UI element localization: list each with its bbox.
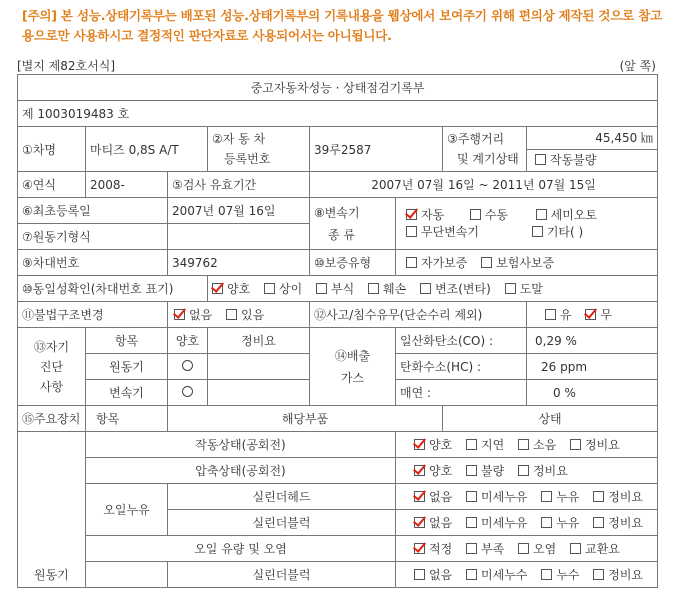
accident-label: ⑫사고/침수유무(단순수리 제외) [310,302,527,328]
identity-painted-label: 도말 [519,282,543,296]
emission-label [310,328,396,406]
warranty-self [406,256,467,270]
self-diag-trans-good [168,380,208,406]
trans-label-line2: 종 류 [328,227,355,242]
first-reg-label: ⑥최초등록일 [18,198,168,224]
accident-yes [545,308,572,322]
valid-label: ⑤검사 유효기간 [168,172,310,198]
status-checkbox[interactable] [593,517,604,528]
status-checkbox[interactable] [466,439,477,450]
status-checkbox[interactable] [414,569,425,580]
status-label: 양호 [429,464,453,478]
illegal-yes-checkbox[interactable] [226,309,237,320]
illegal-none [174,308,212,322]
emission-hc-value: 26 ppm [527,354,658,380]
oil-leak-label: 오일누유 [86,484,168,536]
cvt-checkbox[interactable] [406,226,417,237]
year-value: 2008- [86,172,168,198]
status-label: 미세누유 [481,490,528,504]
row-status-4 [396,510,658,536]
mileage-cell [527,127,658,172]
trans-label-line1: ⑧변속기 [314,205,360,220]
row-part-6: 실린더블럭 [168,562,396,588]
illegal-mod-options [168,302,310,328]
engine-group-cell [18,432,86,588]
self-diag-head-repair: 정비요 [208,328,310,354]
disclaimer-notice: [주의] 본 성능.상태기록부는 배포된 성능.상태기록부의 기록내용을 웹상에서 보여주기 위해 편의상 제작된 것으로 참고용으로만 사용하시고 결정적인 판단자료로 사용되어서는 아니됩니다. [22,8,662,43]
status-checkbox[interactable] [541,569,552,580]
identity-opt [212,282,250,296]
trans-opt-auto [406,207,466,224]
doc-title: 중고자동차성능 · 상태점검기록부 [18,75,658,101]
manual-checkbox[interactable] [470,209,481,220]
identity-opt [420,282,491,296]
emission-label-1: ⑭배출 [334,348,371,363]
row-status-1 [396,432,658,458]
first-reg-value: 2007년 07월 16일 [168,198,310,224]
auto-checkbox[interactable] [406,209,417,220]
trans-opt-other [532,225,583,239]
status-checkbox[interactable] [466,517,477,528]
row-part-3: 실린더헤드 [168,484,396,510]
status-checkbox[interactable] [593,491,604,502]
year-label: ④연식 [18,172,86,198]
semi-auto-label: 세미오토 [550,207,598,222]
self-diag-head-item: 항목 [86,328,168,354]
gauge-fault-option [527,150,657,171]
status-label: 정비요 [608,516,644,530]
identity-damage-label: 훼손 [383,282,407,296]
status-checkbox[interactable] [466,465,477,476]
row-part-1: 작동상태(공회전) [86,432,396,458]
status-label: 교환요 [585,542,620,556]
trans-options [396,198,658,250]
self-diag-label-2: 진단 [39,359,64,374]
status-label: 불량 [481,464,505,478]
status-checkbox[interactable] [541,517,552,528]
status-label: 없음 [429,490,453,504]
semi-auto-checkbox[interactable] [536,209,547,220]
status-checkbox[interactable] [414,517,425,528]
illegal-mod-label: ⑪불법구조변경 [18,302,168,328]
status-checkbox[interactable] [466,543,477,554]
mileage-label [443,127,527,172]
inspection-record-table [17,74,658,588]
status-checkbox[interactable] [518,465,529,476]
warranty-options [396,250,658,276]
accident-options [527,302,658,328]
identity-diff-label: 상이 [279,282,303,296]
status-label: 없음 [429,516,453,530]
emission-label-2: 가스 [340,370,365,385]
major-head-item: 항목 [86,406,168,432]
status-checkbox[interactable] [414,465,425,476]
identity-altered-label: 변조(변타) [435,282,491,296]
identity-altered-checkbox[interactable] [420,283,431,294]
status-checkbox[interactable] [518,439,529,450]
cvt-label: 무단변속기 [421,224,479,239]
status-label: 지연 [481,438,505,452]
self-diag-label [18,328,86,406]
identity-opt [264,282,302,296]
status-checkbox[interactable] [570,543,581,554]
status-label: 양호 [429,438,453,452]
status-label: 정비요 [608,568,644,582]
illegal-none-label: 없음 [189,308,213,322]
mileage-label-line1: ③주행거리 [447,132,505,146]
identity-opt [316,282,354,296]
self-diag-label-1: ⑬자기 [33,339,70,354]
status-label: 없음 [429,568,453,582]
other-checkbox[interactable] [532,226,543,237]
identity-opt [368,282,406,296]
status-label: 정비요 [533,464,568,478]
status-label: 부족 [481,542,505,556]
identity-options [208,276,658,302]
trans-label [310,198,396,250]
row-part-4: 실린더블럭 [168,510,396,536]
warranty-label: ⑩보증유형 [310,250,396,276]
car-name-label: ①차명 [18,127,86,172]
self-diag-head-good: 양호 [168,328,208,354]
major-head-status: 상태 [443,406,658,432]
manual-label: 수동 [484,207,509,222]
self-diag-engine: 원동기 [86,354,168,380]
self-diag-trans-repair [208,380,310,406]
warranty-insurer [481,256,554,270]
self-diag-engine-repair [208,354,310,380]
self-diag-engine-good [168,354,208,380]
reg-label-line1: ②자 동 차 [212,132,266,146]
identity-damage-checkbox[interactable] [368,283,379,294]
engine-group-label: 원동기 [34,568,69,582]
major-device-label: ⑮주요장치 [18,406,86,432]
good-circle-icon [182,386,193,397]
trans-opt-manual [470,207,532,224]
status-label: 오염 [533,542,557,556]
status-checkbox[interactable] [414,543,425,554]
status-checkbox[interactable] [593,569,604,580]
row-status-6 [396,562,658,588]
status-checkbox[interactable] [570,439,581,450]
status-label: 미세누유 [481,516,528,530]
status-label: 정비요 [608,490,644,504]
vin-label: ⑨차대번호 [18,250,168,276]
emission-hc-name: 탄화수소(HC) : [396,354,527,380]
status-checkbox[interactable] [466,569,477,580]
status-label: 미세누수 [481,568,528,582]
reg-number: 39루2587 [310,127,443,172]
page-side: (앞 쪽) [619,59,656,73]
other-label: 기타( ) [546,224,584,239]
insurer-warranty-label: 보험사보증 [496,256,555,270]
mileage-label-line2: 및 계기상태 [457,152,519,166]
identity-painted-checkbox[interactable] [505,283,516,294]
status-checkbox[interactable] [414,439,425,450]
engine-type-value [168,224,310,250]
insurer-warranty-checkbox[interactable] [481,257,492,268]
vin-value: 349762 [168,250,310,276]
emission-smoke-value: 0 % [527,380,658,406]
identity-opt [505,282,543,296]
identity-good-checkbox[interactable] [212,283,223,294]
accident-no-label: 무 [600,308,613,322]
identity-rust-label: 부식 [331,282,355,296]
illegal-yes-label: 있음 [241,308,265,322]
gauge-fault-label: 작동불량 [550,153,597,167]
trans-opt-semi [536,208,597,222]
identity-diff-checkbox[interactable] [264,283,275,294]
emission-co-name: 일산화탄소(CO) : [396,328,527,354]
status-checkbox[interactable] [414,491,425,502]
accident-yes-checkbox[interactable] [545,309,556,320]
row-part-5: 오일 유량 및 오염 [86,536,396,562]
identity-good-label: 양호 [227,282,251,296]
accident-no [585,308,612,322]
engine-type-label: ⑦원동기형식 [18,224,168,250]
gauge-fault-checkbox[interactable] [535,154,546,165]
major-head-part: 해당부품 [168,406,443,432]
status-label: 정비요 [585,438,620,452]
auto-label: 자동 [421,207,445,222]
good-circle-icon [182,360,193,371]
status-label: 누유 [556,490,580,504]
status-label: 누수 [556,568,580,582]
valid-period: 2007년 07월 16일 ~ 2011년 07월 15일 [310,172,658,198]
trans-opt-cvt [406,224,528,241]
accident-yes-label: 유 [560,308,572,322]
emission-co-value: 0,29 % [527,328,658,354]
status-checkbox[interactable] [466,491,477,502]
self-diag-trans: 변속기 [86,380,168,406]
row-status-2 [396,458,658,484]
identity-label: ⑩동일성확인(차대번호 표기) [18,276,208,302]
reg-label-line2: 등록번호 [224,152,271,166]
status-label: 누유 [556,516,580,530]
reg-label [208,127,310,172]
illegal-none-checkbox[interactable] [174,309,185,320]
accident-no-checkbox[interactable] [585,309,596,320]
emission-smoke-name: 매연 : [396,380,527,406]
row-status-3 [396,484,658,510]
doc-number: 제 1003019483 호 [18,101,658,127]
car-name: 마티즈 0,8S A/T [86,127,208,172]
status-checkbox[interactable] [518,543,529,554]
status-label: 적정 [429,542,453,556]
identity-rust-checkbox[interactable] [316,283,327,294]
illegal-yes [226,308,264,322]
status-checkbox[interactable] [541,491,552,502]
self-warranty-checkbox[interactable] [406,257,417,268]
form-number: [별지 제82호서식] [17,59,115,73]
self-warranty-label: 자가보증 [421,256,468,270]
coolant-group-cell [86,562,168,588]
status-label: 소음 [533,438,557,452]
row-status-5 [396,536,658,562]
mileage-value: 45,450 ㎞ [527,127,657,150]
row-part-2: 압축상태(공회전) [86,458,396,484]
self-diag-label-3: 사항 [39,379,64,394]
